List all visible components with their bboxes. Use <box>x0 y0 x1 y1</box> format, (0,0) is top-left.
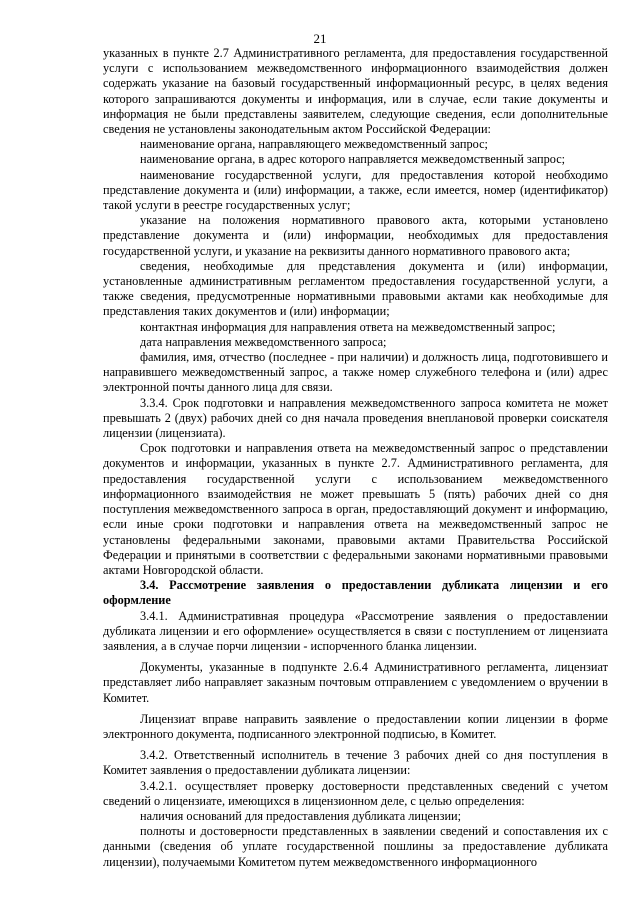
list-item-legal-act: указание на положения нормативного правового акта, которыми установлено представление документа и (или) информации, необходимых для предоставления государственной услуги, и указание на реквизиты данного нормативного правового акта; <box>103 213 608 258</box>
list-item-responsible-person: фамилия, имя, отчество (последнее - при наличии) и должность лица, подготовившего и направившего межведомственный запрос, а также номер служебного телефона и (или) адрес электронной почты данного лица для связи. <box>103 350 608 395</box>
document-body <box>103 46 608 870</box>
paragraph-response-deadline: Срок подготовки и направления ответа на межведомственный запрос о представлении документов и информации, указанных в пункте 2.7. Административного регламента, для предоставления государственной услуги с использованием межведомственного информационного взаимодействия не может превышать 5 (пять) рабочих дней со дня поступления межведомственного запроса в орган, предоставляющий документ и информацию, если иные сроки подготовки и направления ответа на межведомственный запрос не установлены федеральными законами, правовыми актами Правительства Российской Федерации и принятыми в соответствии с федеральными законами нормативными правовыми актами Новгородской области. <box>103 441 608 577</box>
list-item-request-date: дата направления межведомственного запроса; <box>140 334 387 349</box>
list-item-contact-info: контактная информация для направления ответа на межведомственный запрос; <box>140 319 556 334</box>
paragraph-3-4-2-1: 3.4.2.1. осуществляет проверку достоверности представленных сведений с учетом сведений о лицензиате, имеющихся в лицензионном деле, с целью определения: <box>103 778 608 808</box>
paragraph-request-requirements: указанных в пункте 2.7 Административного регламента, для предоставления государственной услуги с использованием межведомственного информационного взаимодействия должен содержать указание на базовый государственный информационный ресурс, в целях ведения которого запрашиваются документы и информация, или в случае, если такие документы и информация не были представлены заявителем, следующие сведения, если дополнительные сведения не установлены законодательным актом Российской Федерации: <box>103 46 608 137</box>
paragraph-documents: Документы, указанные в подпункте 2.6.4 Административного регламента, лицензиат представляет либо направляет заказным почтовым отправлением с уведомлением о вручении в Комитет. <box>103 660 608 705</box>
paragraph-electronic-application: Лицензиат вправе направить заявление о предоставлении копии лицензии в форме электронного документа, подписанного электронной подписью, в Комитет. <box>103 711 608 741</box>
list-item-recipient-body: наименование органа, в адрес которого направляется межведомственный запрос; <box>140 152 566 167</box>
section-heading-3-4: 3.4. Рассмотрение заявления о предоставлении дубликата лицензии и его оформление <box>103 578 608 608</box>
list-item-required-info: сведения, необходимые для представления документа и (или) информации, установленные административным регламентом предоставления государственной услуги, а также сведения, предусмотренные нормативными правовыми актами как необходимые для представления таких документов и (или) информации; <box>103 258 608 319</box>
paragraph-3-4-1: 3.4.1. Административная процедура «Рассмотрение заявления о предоставлении дубликата лицензии и его оформление» осуществляется в связи с поступлением от лицензиата заявления, а в случае порчи лицензии - испорченного бланка лицензии. <box>103 608 608 653</box>
list-item-completeness: полноты и достоверности представленных в заявлении сведений и сопоставления их с данными (сведения об уплате государственной пошлины за предоставление дубликата лицензии), получаемыми Комитетом путем межведомственного информационного <box>103 824 608 869</box>
list-item-service-name: наименование государственной услуги, для предоставления которой необходимо представление документа и (или) информации, а также, если имеется, номер (идентификатор) такой услуги в реестре государственных услуг; <box>103 167 608 213</box>
paragraph-3-4-2: 3.4.2. Ответственный исполнитель в течение 3 рабочих дней со дня поступления в Комитет заявления о предоставлении дубликата лицензии: <box>103 748 608 778</box>
page-number: 21 <box>313 31 327 46</box>
list-item-requesting-body: наименование органа, направляющего межведомственный запрос; <box>140 137 488 152</box>
list-item-grounds: наличия оснований для предоставления дубликата лицензии; <box>140 808 462 823</box>
paragraph-3-3-4: 3.3.4. Срок подготовки и направления межведомственного запроса комитета не может превышать 2 (двух) рабочих дней со дня начала проведения внеплановой проверки соискателя лицензии (лицензиата). <box>103 395 608 441</box>
